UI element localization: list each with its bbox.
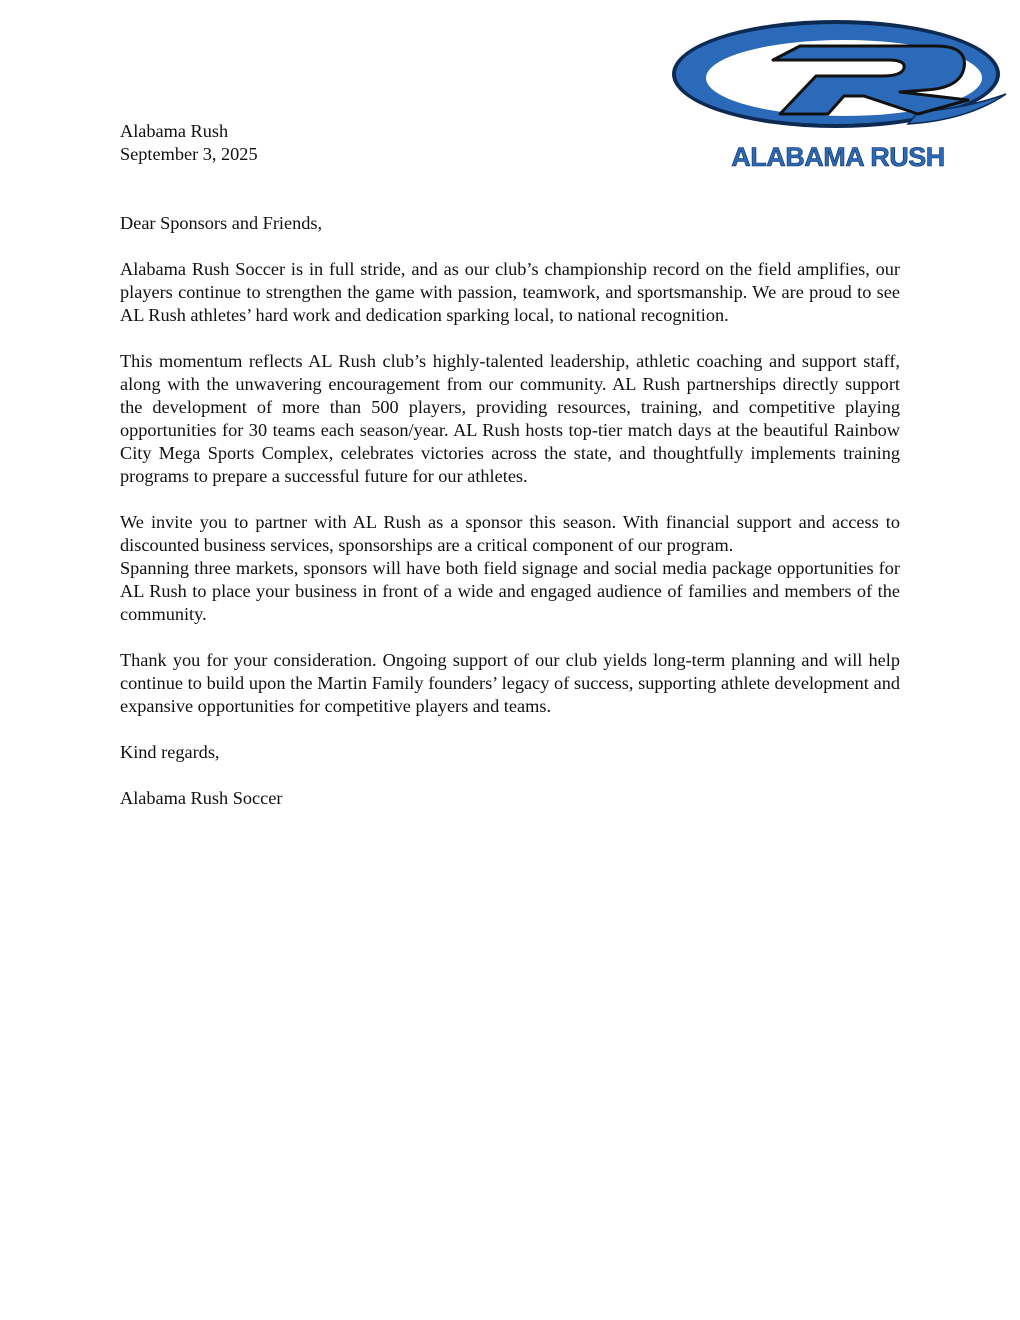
closing: Kind regards, <box>120 742 220 762</box>
paragraph-2: This momentum reflects AL Rush club’s highly-talented leadership, athletic coaching and support staff, along with the unwavering encouragement from our community. AL Rush partnerships directly support the development of more than 500 players, providing resources, training, and competitive playing opportunities for 30 teams each season/year. AL Rush hosts top-tier match days at the beautiful Rainbow City Mega Sports Complex, celebrates victories across the state, and thoughtfully implements training programs to prepare a successful future for our athletes. <box>120 351 900 486</box>
paragraph-5: Thank you for your consideration. Ongoing support of our club yields long-term planning and will help continue to build upon the Martin Family founders’ legacy of success, supporting athlete development and expansive opportunities for competitive players and teams. <box>120 650 900 716</box>
signature: Alabama Rush Soccer <box>120 788 283 808</box>
letter-date: September 3, 2025 <box>120 144 258 164</box>
salutation: Dear Sponsors and Friends, <box>120 213 323 233</box>
letter-body <box>120 120 900 810</box>
paragraph-4: Spanning three markets, sponsors will have both field signage and social media package opportunities for AL Rush to place your business in front of a wide and engaged audience of families and members of the community. <box>120 558 900 624</box>
paragraph-1: Alabama Rush Soccer is in full stride, and as our club’s championship record on the field amplifies, our players continue to strengthen the game with passion, teamwork, and sportsmanship. We are proud to see AL Rush athletes’ hard work and dedication sparking local, to national recognition. <box>120 259 900 325</box>
logo-wordmark: ALABAMA RUSH <box>731 142 945 172</box>
sender-name: Alabama Rush <box>120 121 229 141</box>
paragraph-3: We invite you to partner with AL Rush as a sponsor this season. With financial support and access to discounted business services, sponsorships are a critical component of our program. <box>120 512 900 555</box>
